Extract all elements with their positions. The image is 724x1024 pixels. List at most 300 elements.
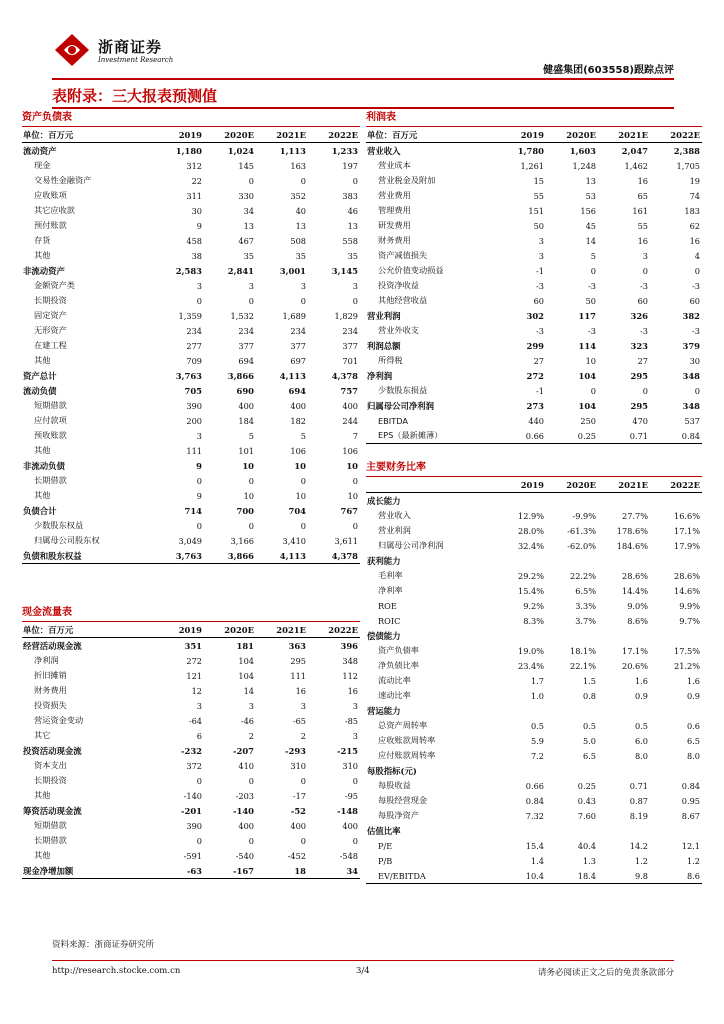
cell-value: [650, 823, 702, 838]
cell-value: 714: [184, 505, 202, 516]
cell-value: 7: [352, 430, 358, 441]
cell-value: 182: [290, 415, 306, 426]
cell-value: 19.0%: [517, 645, 544, 656]
table-row: [22, 248, 360, 263]
table-row: [366, 248, 702, 263]
cell-value: -62.0%: [567, 540, 596, 551]
table-row: [366, 613, 702, 628]
row-label: 其它应收款: [34, 205, 75, 215]
cell-value: 30: [689, 355, 700, 366]
cell-value: 1.3: [582, 855, 596, 866]
cell-value: 694: [238, 355, 254, 366]
cell-value: 28.0%: [517, 525, 544, 536]
cell-value: 28.6%: [673, 570, 700, 581]
table-row: [22, 788, 360, 803]
cell-value: [546, 493, 598, 509]
table-row: [366, 673, 702, 688]
cell-value: 9: [196, 460, 202, 471]
cell-value: 184.6%: [616, 540, 648, 551]
cell-value: [546, 553, 598, 568]
cell-value: 2: [248, 730, 254, 741]
cell-value: 272: [186, 655, 202, 666]
cell-value: 3.7%: [575, 615, 596, 626]
cell-value: 5: [248, 430, 254, 441]
cell-value: 23.4%: [517, 660, 544, 671]
cell-value: 273: [526, 400, 544, 411]
cell-value: 383: [342, 190, 358, 201]
table-row: [366, 158, 702, 173]
cell-value: 0.71: [598, 428, 650, 444]
cell-value: 1,248: [572, 160, 596, 171]
cell-value: 55: [637, 220, 648, 231]
column-header: 2020E: [546, 477, 598, 493]
cell-value: 8.0: [634, 750, 648, 761]
cell-value: 27: [637, 355, 648, 366]
cell-value: 2: [300, 730, 306, 741]
footer-url[interactable]: http://research.stocke.com.cn: [52, 966, 181, 976]
cell-value: 15.4: [525, 840, 544, 851]
cell-value: 0: [248, 475, 254, 486]
cell-value: 1.4: [530, 855, 544, 866]
row-label: 营业成本: [378, 160, 411, 170]
table-row: [22, 713, 360, 728]
cell-value: [494, 493, 546, 509]
row-label: 管理费用: [378, 205, 411, 215]
cell-value: 1.2: [686, 855, 700, 866]
table-row: [366, 173, 702, 188]
cell-value: 0: [352, 475, 358, 486]
cell-value: 0.5: [530, 720, 544, 731]
table-row: [22, 158, 360, 173]
table-row: [366, 398, 702, 413]
cell-value: 4,113: [279, 370, 306, 381]
cell-value: 410: [238, 760, 254, 771]
cell-value: 111: [290, 670, 306, 681]
table-row: [22, 488, 360, 503]
cell-value: 0: [248, 835, 254, 846]
cell-value: 690: [236, 385, 254, 396]
cell-value: 17.5%: [673, 645, 700, 656]
cell-value: -9.9%: [572, 510, 596, 521]
cell-value: 363: [288, 640, 306, 651]
cell-value: 3: [352, 730, 358, 741]
row-label: 折旧摊销: [34, 670, 67, 680]
table-row: [22, 503, 360, 518]
row-label: 营业利润: [367, 310, 401, 321]
cell-value: 50: [533, 220, 544, 231]
cell-value: 1.0: [530, 690, 544, 701]
row-label: 估值比率: [367, 825, 401, 836]
cell-value: 18.1%: [569, 645, 596, 656]
cell-value: 8.6: [650, 868, 702, 884]
table-row: [22, 533, 360, 548]
cell-value: [650, 553, 702, 568]
cell-value: 458: [186, 235, 202, 246]
row-label: 财务费用: [34, 685, 67, 695]
cell-value: 348: [342, 655, 358, 666]
cell-value: 112: [342, 670, 358, 681]
cell-value: 0: [352, 295, 358, 306]
row-label: 交易性金融资产: [34, 175, 92, 185]
table-row: [22, 683, 360, 698]
cell-value: 1,705: [676, 160, 700, 171]
table-row: [22, 833, 360, 848]
cell-value: 5.9: [530, 735, 544, 746]
cell-value: 701: [342, 355, 358, 366]
cell-value: 3: [352, 280, 358, 291]
table-row: [22, 443, 360, 458]
cell-value: 9.7%: [679, 615, 700, 626]
row-label: 营运资金变动: [34, 715, 84, 725]
cell-value: 295: [290, 655, 306, 666]
cell-value: 22.2%: [569, 570, 596, 581]
row-label: 少数股东损益: [378, 385, 428, 395]
cell-value: 1,233: [331, 145, 358, 156]
row-label: 毛利率: [378, 570, 403, 580]
cell-value: 30: [191, 205, 202, 216]
row-label: 其他经营收益: [378, 295, 428, 305]
cell-value: 17.9%: [673, 540, 700, 551]
cell-value: 3: [196, 430, 202, 441]
row-label: 金额资产类: [34, 280, 75, 290]
cell-value: 3,866: [227, 370, 254, 381]
cell-value: -452: [287, 850, 306, 861]
cell-value: -52: [290, 805, 306, 816]
row-label: 短期借款: [34, 820, 67, 830]
cell-value: 0: [642, 385, 648, 396]
row-label: 现金: [34, 160, 51, 170]
header-divider: [52, 78, 674, 80]
cell-value: 15.4%: [517, 585, 544, 596]
cell-value: 1.2: [634, 855, 648, 866]
row-label: 营业收入: [367, 145, 401, 156]
cell-value: 348: [682, 400, 700, 411]
table-row: [366, 598, 702, 613]
table-row: [22, 743, 360, 758]
cell-value: 1,532: [230, 310, 254, 321]
cell-value: -3: [640, 325, 648, 336]
cell-value: 3: [196, 700, 202, 711]
cell-value: 3,166: [230, 535, 254, 546]
cell-value: 0: [300, 475, 306, 486]
unit-label: 单位：百万元: [22, 622, 152, 638]
table-row: [366, 733, 702, 748]
row-label: 资产总计: [23, 370, 57, 381]
table-row: [366, 143, 702, 159]
cell-value: 326: [630, 310, 648, 321]
row-label: 负债合计: [23, 505, 57, 516]
cell-value: 29.2%: [517, 570, 544, 581]
table-row: [366, 523, 702, 538]
cell-value: 234: [342, 325, 358, 336]
cell-value: [598, 823, 650, 838]
cell-value: 60: [533, 295, 544, 306]
cell-value: 156: [580, 205, 596, 216]
cell-value: 121: [186, 670, 202, 681]
cell-value: 310: [290, 760, 306, 771]
cell-value: 1,462: [624, 160, 648, 171]
cell-value: 1,780: [517, 145, 544, 156]
row-label: 应付款项: [34, 415, 67, 425]
row-label: 每股净资产: [378, 810, 419, 820]
table-row: [366, 293, 702, 308]
cell-value: 14.6%: [673, 585, 700, 596]
cell-value: 709: [186, 355, 202, 366]
cell-value: 60: [637, 295, 648, 306]
cell-value: 0: [248, 295, 254, 306]
cell-value: 1,113: [279, 145, 306, 156]
cell-value: 10: [243, 490, 254, 501]
table-row: [22, 473, 360, 488]
cell-value: 0.95: [681, 795, 700, 806]
title-divider: [52, 107, 674, 109]
unit-label: 单位：百万元: [366, 127, 494, 143]
cell-value: 330: [238, 190, 254, 201]
cell-value: 17.1%: [621, 645, 648, 656]
cell-value: -17: [292, 790, 306, 801]
cell-value: 0: [300, 295, 306, 306]
row-label: 其他: [34, 790, 51, 800]
table-row: [366, 853, 702, 868]
column-header: 2019: [494, 477, 546, 493]
cell-value: 104: [578, 370, 596, 381]
row-label: 营业外收支: [378, 325, 419, 335]
table-row: [22, 728, 360, 743]
row-label: P/E: [378, 840, 393, 851]
column-header: 2021E: [598, 127, 650, 143]
row-label: 无形资产: [34, 325, 67, 335]
cell-value: 8.3%: [523, 615, 544, 626]
cell-value: [546, 763, 598, 778]
cell-value: 700: [236, 505, 254, 516]
ratios-table: [366, 460, 702, 884]
income-statement-table: [366, 110, 702, 444]
cell-value: -1: [536, 265, 544, 276]
table-row: [366, 428, 702, 444]
cell-value: 3: [642, 250, 648, 261]
cell-value: -3: [536, 325, 544, 336]
table-row: [22, 353, 360, 368]
row-label: 每股收益: [378, 780, 411, 790]
row-label: 长期投资: [34, 295, 67, 305]
cell-value: -61.3%: [567, 525, 596, 536]
column-header: 2020E: [204, 127, 256, 143]
cell-value: 352: [290, 190, 306, 201]
cell-value: 3: [538, 235, 544, 246]
cell-value: 50: [585, 295, 596, 306]
cell-value: 151: [528, 205, 544, 216]
column-header: 2021E: [256, 622, 308, 638]
cell-value: 767: [340, 505, 358, 516]
cell-value: [650, 628, 702, 643]
row-label: 获利能力: [367, 555, 401, 566]
cell-value: 2,583: [175, 265, 202, 276]
table-row: [22, 458, 360, 473]
cell-value: 400: [342, 820, 358, 831]
cell-value: 9.8: [598, 868, 650, 884]
row-label: 长期借款: [34, 475, 67, 485]
cell-value: 558: [342, 235, 358, 246]
table-row: [366, 808, 702, 823]
footer-divider: [52, 960, 674, 961]
row-label: 每股经营现金: [378, 795, 428, 805]
cell-value: 101: [238, 445, 254, 456]
column-header: 2022E: [308, 622, 360, 638]
cell-value: 3.3%: [575, 600, 596, 611]
cell-value: 183: [684, 205, 700, 216]
table-row: [22, 188, 360, 203]
cell-value: 312: [186, 160, 202, 171]
cell-value: [650, 703, 702, 718]
table-row: [22, 758, 360, 773]
table-row: [366, 413, 702, 428]
cell-value: 272: [526, 370, 544, 381]
cell-value: [546, 628, 598, 643]
cell-value: 1,359: [178, 310, 202, 321]
cash-flow-table: [22, 605, 360, 879]
row-label: 流动资产: [23, 145, 57, 156]
row-label: P/B: [378, 855, 393, 866]
cell-value: 295: [630, 400, 648, 411]
row-label: 投资活动现金流: [23, 745, 82, 756]
row-label: 归属母公司净利润: [367, 400, 434, 411]
cell-value: 377: [342, 340, 358, 351]
row-label: 少数股东权益: [34, 520, 84, 530]
cell-value: 0: [352, 175, 358, 186]
cell-value: 5.0: [582, 735, 596, 746]
cell-value: 3: [538, 250, 544, 261]
cell-value: -63: [152, 863, 204, 879]
table-row: [22, 278, 360, 293]
cell-value: 311: [186, 190, 202, 201]
cell-value: 0: [248, 175, 254, 186]
cell-value: 17.1%: [673, 525, 700, 536]
cell-value: 14.4%: [621, 585, 648, 596]
cell-value: -3: [536, 280, 544, 291]
cell-value: 1.6: [634, 675, 648, 686]
cell-value: 277: [186, 340, 202, 351]
cell-value: 13: [585, 175, 596, 186]
cell-value: [546, 703, 598, 718]
cell-value: [598, 553, 650, 568]
cell-value: [650, 763, 702, 778]
cell-value: 5: [590, 250, 596, 261]
row-label: 营业税金及附加: [378, 175, 436, 185]
cell-value: [598, 493, 650, 509]
row-label: 长期借款: [34, 835, 67, 845]
cell-value: -3: [588, 280, 596, 291]
table-row: [366, 323, 702, 338]
cell-value: 234: [186, 325, 202, 336]
row-label: 总资产周转率: [378, 720, 428, 730]
cell-value: 0.5: [582, 720, 596, 731]
cell-value: 0: [352, 520, 358, 531]
cell-value: 697: [290, 355, 306, 366]
table-header-row: [22, 622, 360, 638]
cell-value: 28.6%: [621, 570, 648, 581]
cell-value: 12: [191, 685, 202, 696]
row-label: 资产负债率: [378, 645, 419, 655]
row-label: 营业利润: [378, 525, 411, 535]
table-header-row: [366, 127, 702, 143]
cell-value: 6.5: [582, 750, 596, 761]
cell-value: -148: [337, 805, 358, 816]
column-header: 2019: [152, 622, 204, 638]
cell-value: 111: [186, 445, 202, 456]
cell-value: 400: [238, 400, 254, 411]
cell-value: 14: [585, 235, 596, 246]
table-row: [366, 368, 702, 383]
cell-value: 0.8: [582, 690, 596, 701]
cell-value: 16.6%: [673, 510, 700, 521]
table-row: [22, 668, 360, 683]
cell-value: [598, 763, 650, 778]
cell-value: 65: [637, 190, 648, 201]
cell-value: 10.4: [494, 868, 546, 884]
cell-value: -3: [692, 325, 700, 336]
cell-value: 4: [694, 250, 700, 261]
cell-value: 114: [578, 340, 596, 351]
cell-value: 35: [347, 250, 358, 261]
row-label: EV/EBITDA: [366, 868, 494, 884]
cell-value: [494, 553, 546, 568]
cell-value: 10: [347, 490, 358, 501]
cell-value: 0: [300, 835, 306, 846]
cell-value: 16: [295, 685, 306, 696]
cell-value: 34: [243, 205, 254, 216]
table-row: [22, 143, 360, 159]
cell-value: [650, 493, 702, 509]
cell-value: 22: [191, 175, 202, 186]
cell-value: 3: [352, 700, 358, 711]
table-row: [22, 818, 360, 833]
row-label: 筹资活动现金流: [23, 805, 82, 816]
cell-value: 184: [238, 415, 254, 426]
row-label: 流动负债: [23, 385, 57, 396]
cell-value: 62: [689, 220, 700, 231]
cell-value: 295: [630, 370, 648, 381]
cell-value: 3,611: [334, 535, 358, 546]
cell-value: 400: [342, 400, 358, 411]
table-row: [366, 338, 702, 353]
cell-value: 396: [340, 640, 358, 651]
cell-value: 8.67: [681, 810, 700, 821]
table-row: [366, 718, 702, 733]
cell-value: 390: [186, 820, 202, 831]
cell-value: 20.6%: [621, 660, 648, 671]
table-row: [366, 628, 702, 643]
table-row: [22, 428, 360, 443]
cell-value: 0: [694, 265, 700, 276]
cell-value: 10: [585, 355, 596, 366]
source-note: 资料来源：浙商证券研究所: [52, 940, 155, 950]
cash-flow-title: 现金流量表: [22, 605, 360, 622]
cell-value: 16: [637, 235, 648, 246]
cell-value: 705: [184, 385, 202, 396]
cell-value: 0: [248, 775, 254, 786]
cell-value: 1.6: [686, 675, 700, 686]
cell-value: 35: [243, 250, 254, 261]
row-label: 每股指标(元): [367, 765, 417, 776]
cell-value: 390: [186, 400, 202, 411]
cell-value: 38: [191, 250, 202, 261]
cell-value: 40: [295, 205, 306, 216]
row-label: 其他: [34, 355, 51, 365]
cell-value: 55: [533, 190, 544, 201]
cell-value: [546, 823, 598, 838]
row-label: 净负债比率: [378, 660, 419, 670]
cell-value: 0.84: [525, 795, 544, 806]
